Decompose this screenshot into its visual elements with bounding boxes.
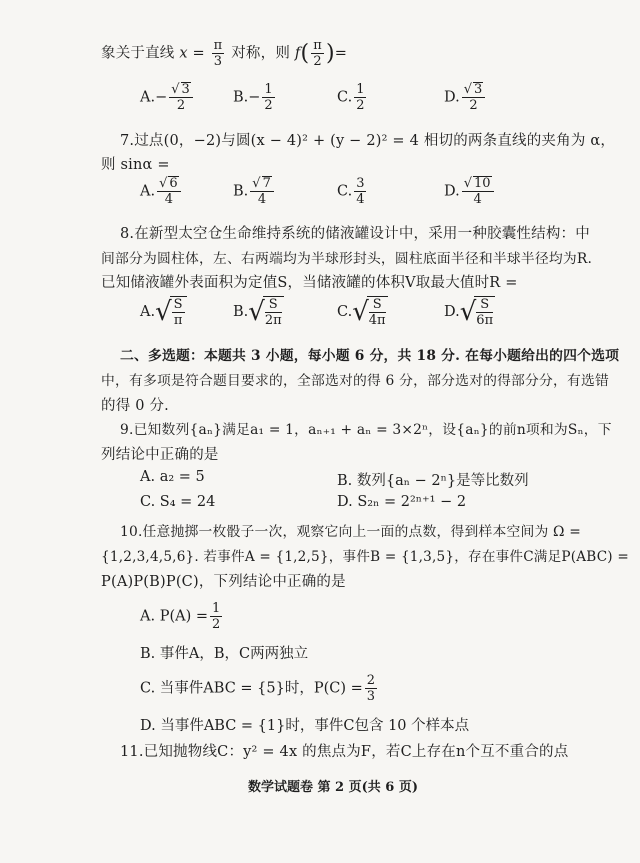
intro-text-a: 象关于直线: [101, 45, 175, 62]
frac-den: 3: [213, 54, 223, 69]
q7-line-1: 7.过点(0，−2)与圆(x − 4)² + (y − 2)² = 4 相切的两条直线的夹角为 α，: [120, 133, 616, 149]
q8-line-2: 间部分为圆柱体，左、右两端均为半球形封头，圆柱底面半径和半球半径均为R.: [101, 251, 593, 267]
intro-text-b: 对称，则: [231, 45, 291, 62]
option-label: D.: [444, 89, 460, 106]
q9-option-b: B. 数列{aₙ − 2ⁿ}是等比数列: [337, 473, 529, 489]
option-text: C. 当事件ABC = {5}时，P(C) =: [140, 680, 363, 697]
section2-line-1: 二、多选题：本题共 3 小题，每小题 6 分，共 18 分. 在每小题给出的四个选项: [120, 348, 620, 364]
intro-f: f: [294, 45, 301, 62]
fraction: [476, 297, 493, 328]
intro-eq: x =: [179, 45, 205, 62]
option-label: D.: [444, 304, 460, 320]
q9-option-d: D. S₂ₙ = 2²ⁿ⁺¹ − 2: [337, 494, 467, 510]
option-label: A.: [140, 89, 156, 106]
frac-num: 2: [366, 673, 376, 688]
q10-option-b: B. 事件A，B，C两两独立: [140, 646, 309, 662]
frac-num: S: [476, 297, 493, 313]
frac-num: [157, 176, 181, 192]
frac-den: 4: [257, 192, 267, 207]
frac-num: [462, 176, 494, 192]
radicand: 3: [181, 82, 190, 97]
frac-den: 2: [356, 98, 365, 113]
page-footer: 数学试题卷 第 2 页(共 6 页): [248, 780, 419, 795]
frac-num: 1: [264, 82, 273, 97]
q10-option-d: D. 当事件ABC = {1}时，事件C包含 10 个样本点: [140, 718, 470, 734]
q7-option-c: [337, 176, 368, 207]
fraction: [265, 297, 282, 328]
sign: −: [155, 89, 168, 106]
fraction: [172, 297, 185, 328]
radicand: 10: [474, 176, 491, 191]
q9-line-1: 9.已知数列{aₙ}满足a₁ = 1，aₙ₊₁ + aₙ = 3×2ⁿ，设{aₙ}的前n项和为Sₙ，下: [120, 422, 612, 438]
frac-num: [462, 82, 486, 98]
q8-option-c: [337, 296, 388, 328]
option-text: A. P(A) =: [140, 608, 208, 625]
q7-option-b: [233, 176, 276, 207]
option-label: B.: [233, 304, 249, 320]
q6-option-b: [233, 82, 277, 113]
q9-option-c: C. S₄ = 24: [140, 494, 216, 510]
fraction: [262, 82, 274, 113]
q10-line-3: P(A)P(B)P(C)，下列结论中正确的是: [101, 574, 346, 590]
frac-den: 4: [164, 192, 174, 207]
option-label: B.: [233, 89, 249, 106]
intro-pi-over-3: [212, 38, 225, 69]
q10-option-c: [140, 673, 379, 704]
radical: √ $\frac{S}{6\pi}$: [459, 297, 494, 328]
option-label: B.: [233, 183, 249, 200]
radical: √ $\frac{S}{\pi}$: [155, 296, 186, 328]
q7-option-d: [444, 176, 496, 207]
section2-line-3: 的得 0 分.: [101, 398, 169, 414]
fraction: [369, 297, 386, 328]
option-label: D.: [444, 183, 460, 200]
q8-line-3: 已知储液罐外表面积为定值S，当储液罐的体积V取最大值时R =: [101, 275, 518, 291]
intro-pi-over-2: [311, 38, 324, 69]
fraction: [157, 176, 181, 207]
frac-den: 2: [469, 98, 478, 113]
radicand: 6: [169, 176, 178, 191]
q8-option-d: [444, 296, 495, 328]
frac-num: S: [369, 297, 386, 313]
option-label: A.: [140, 304, 156, 320]
frac-den: 4π: [368, 313, 386, 328]
frac-den: 4: [473, 192, 482, 207]
frac-num: S: [173, 297, 183, 312]
frac-den: 3: [366, 689, 376, 704]
frac-num: π: [213, 38, 223, 53]
fraction: [169, 82, 193, 113]
frac-num: 3: [356, 176, 365, 191]
q11-line-1: 11.已知抛物线C：y² = 4x 的焦点为F，若C上存在n个互不重合的点: [120, 744, 569, 760]
frac-num: 1: [212, 601, 221, 616]
frac-num: 1: [356, 82, 365, 97]
q8-line-1: 8.在新型太空仓生命维持系统的储液罐设计中，采用一种胶囊性结构：中: [120, 226, 590, 242]
frac-den: 2: [212, 617, 221, 632]
fraction: [462, 82, 486, 113]
radicand: 3: [474, 82, 483, 97]
frac-den: 6π: [476, 313, 494, 328]
fraction: [462, 176, 494, 207]
q6-option-d: [444, 82, 487, 113]
q10-line-1: 10.任意抛掷一枚骰子一次，观察它向上一面的点数，得到样本空间为 Ω =: [120, 524, 582, 540]
fraction: [354, 82, 366, 113]
fraction: [365, 673, 377, 704]
q10-option-a: [140, 601, 224, 632]
frac-den: 2: [176, 98, 186, 113]
fraction: [250, 176, 274, 207]
q6-option-c: [337, 82, 368, 113]
q8-option-b: [233, 296, 284, 328]
intro-line: 象关于直线 x = $\frac{\pi}{3}$ 对称，则 f( $\frac{\pi}{2}$ )=: [101, 38, 348, 69]
option-label: C.: [337, 304, 353, 320]
frac-num: π: [313, 38, 322, 53]
option-label: C.: [337, 89, 353, 106]
frac-den: π: [173, 313, 183, 328]
radical: √ $\frac{S}{2\pi}$: [248, 297, 282, 328]
fraction: [354, 176, 366, 207]
q9-option-a: A. a₂ = 5: [140, 469, 205, 485]
radical: √ $\frac{S}{4\pi}$: [352, 297, 386, 328]
sign: −: [248, 89, 261, 106]
q7-option-a: [140, 176, 183, 207]
frac-den: 2π: [264, 313, 282, 328]
fraction: [210, 601, 222, 632]
frac-num: [250, 176, 274, 192]
option-label: C.: [337, 183, 353, 200]
option-label: A.: [140, 183, 156, 200]
radicand: 7: [262, 176, 271, 191]
frac-num: [169, 82, 193, 98]
q7-line-2: 则 sinα =: [101, 157, 170, 173]
frac-den: 2: [264, 98, 273, 113]
q8-option-a: [140, 296, 187, 328]
frac-den: 2: [313, 54, 322, 69]
frac-num: S: [265, 297, 282, 313]
q10-line-2: {1,2,3,4,5,6}. 若事件A = {1,2,5}，事件B = {1,3,5}，存在事件C满足P(ABC) =: [101, 549, 629, 565]
intro-eq-end: =: [334, 45, 348, 62]
frac-den: 4: [356, 192, 365, 207]
q6-option-a: [140, 82, 195, 113]
q9-line-2: 列结论中正确的是: [101, 447, 219, 463]
section2-line-2: 中，有多项是符合题目要求的，全部选对的得 6 分，部分选对的得部分分，有选错: [101, 373, 610, 389]
